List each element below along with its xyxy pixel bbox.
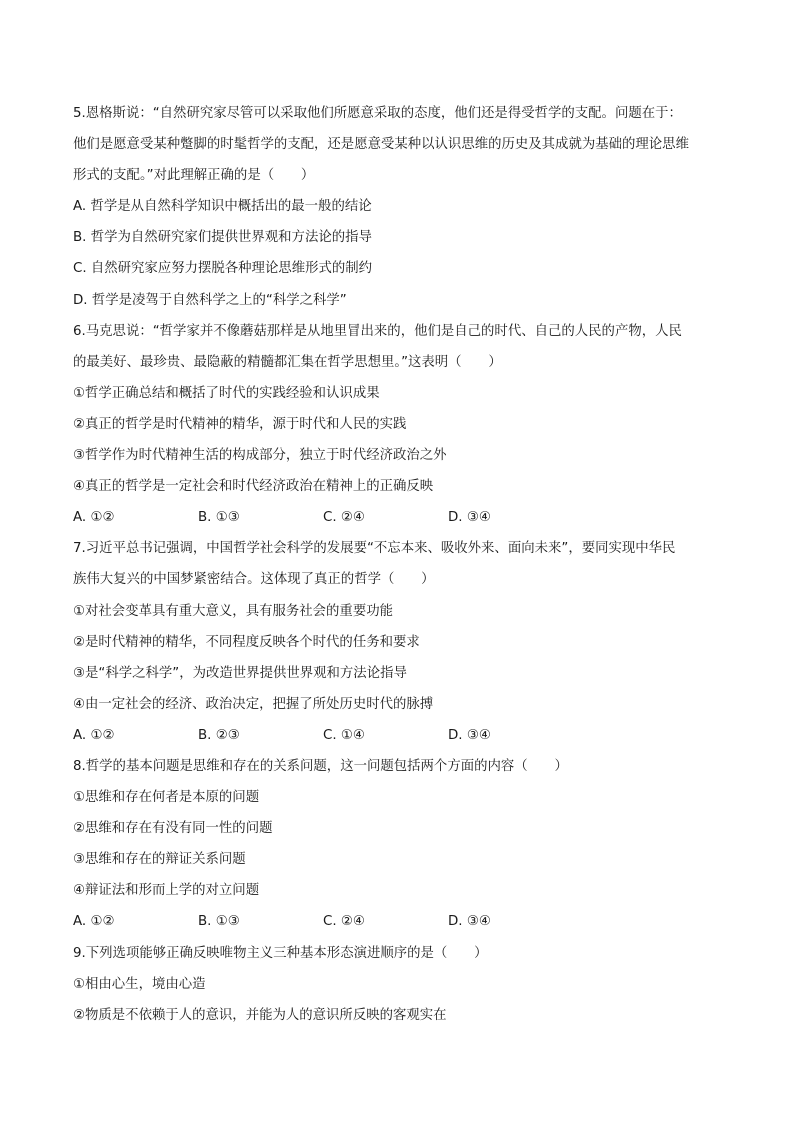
question-stem-line: 形式的支配。”对此理解正确的是（ ） <box>73 168 315 184</box>
answer-options-row <box>73 906 723 937</box>
question-stem-line: 族伟大复兴的中国梦紧密结合。这体现了真正的哲学（ ） <box>73 572 435 588</box>
question-6 <box>73 316 723 534</box>
question-stem-line: 7.习近平总书记强调，中国哲学社会科学的发展要“不忘本来、吸收外来、面向未来”，要同实现中华民 <box>73 541 676 557</box>
statement-item: ②思维和存在有没有同一性的问题 <box>73 821 273 837</box>
statement-item: ③哲学作为时代精神生活的构成部分，独立于时代经济政治之外 <box>73 448 447 464</box>
answer-option: C. ①④ <box>323 727 365 743</box>
statement-item: ④辩证法和形而上学的对立问题 <box>73 883 260 899</box>
answer-option: D. ③④ <box>448 510 491 526</box>
question-8 <box>73 751 723 938</box>
answer-option: B. ①③ <box>198 914 240 930</box>
answer-options-row <box>73 720 723 751</box>
answer-option: C. ②④ <box>323 914 365 930</box>
question-stem-line: 他们是愿意受某种蹩脚的时髦哲学的支配，还是愿意受某种以认识思维的历史及其成就为基础的理论思维 <box>73 137 689 153</box>
statement-item: ①对社会变革具有重大意义，具有服务社会的重要功能 <box>73 603 393 619</box>
question-stem-line: 的最美好、最珍贵、最隐蔽的精髓都汇集在哲学思想里。”这表明（ ） <box>73 354 502 370</box>
question-stem-line: 8.哲学的基本问题是思维和存在的关系问题，这一问题包括两个方面的内容（ ） <box>73 758 568 774</box>
question-stem-line: 5.恩格斯说：“自然研究家尽管可以采取他们所愿意采取的态度，他们还是得受哲学的支配。问题在于： <box>73 106 682 121</box>
answer-option: D. 哲学是凌驾于自然科学之上的“科学之科学” <box>73 292 347 308</box>
statement-item: ④真正的哲学是一定社会和时代经济政治在精神上的正确反映 <box>73 479 434 495</box>
question-9 <box>73 938 723 1031</box>
statement-item: ①哲学正确总结和概括了时代的实践经验和认识成果 <box>73 385 380 401</box>
answer-option: C. 自然研究家应努力摆脱各种理论思维形式的制约 <box>73 261 373 277</box>
answer-option: A. ①② <box>73 727 115 743</box>
answer-option: B. ①③ <box>198 510 240 526</box>
statement-item: ①思维和存在何者是本原的问题 <box>73 790 260 806</box>
statement-item: ③是“科学之科学”，为改造世界提供世界观和方法论指导 <box>73 665 407 681</box>
question-5 <box>73 98 723 316</box>
question-7 <box>73 533 723 751</box>
statement-item: ②真正的哲学是时代精神的精华，源于时代和人民的实践 <box>73 416 407 432</box>
statement-item: ②物质是不依赖于人的意识，并能为人的意识所反映的客观实在 <box>73 1007 447 1023</box>
answer-option: C. ②④ <box>323 510 365 526</box>
answer-option: B. ②③ <box>198 727 240 743</box>
answer-option: D. ③④ <box>448 727 491 743</box>
document-page <box>73 98 723 1031</box>
question-stem-line: 6.马克思说：“哲学家并不像蘑菇那样是从地里冒出来的，他们是自己的时代、自己的人民的产物，人民 <box>73 323 682 339</box>
statement-item: ①相由心生，境由心造 <box>73 976 206 992</box>
answer-option: A. 哲学是从自然科学知识中概括出的最一般的结论 <box>73 199 372 215</box>
answer-option: D. ③④ <box>448 914 491 930</box>
answer-options-row <box>73 502 723 533</box>
answer-option: A. ①② <box>73 914 115 930</box>
statement-item: ②是时代精神的精华，不同程度反映各个时代的任务和要求 <box>73 634 420 650</box>
statement-item: ④由一定社会的经济、政治决定，把握了所处历史时代的脉搏 <box>73 696 434 712</box>
answer-option: A. ①② <box>73 510 115 526</box>
question-stem-line: 9.下列选项能够正确反映唯物主义三种基本形态演进顺序的是（ ） <box>73 945 488 961</box>
statement-item: ③思维和存在的辩证关系问题 <box>73 852 246 868</box>
answer-option: B. 哲学为自然研究家们提供世界观和方法论的指导 <box>73 230 372 246</box>
